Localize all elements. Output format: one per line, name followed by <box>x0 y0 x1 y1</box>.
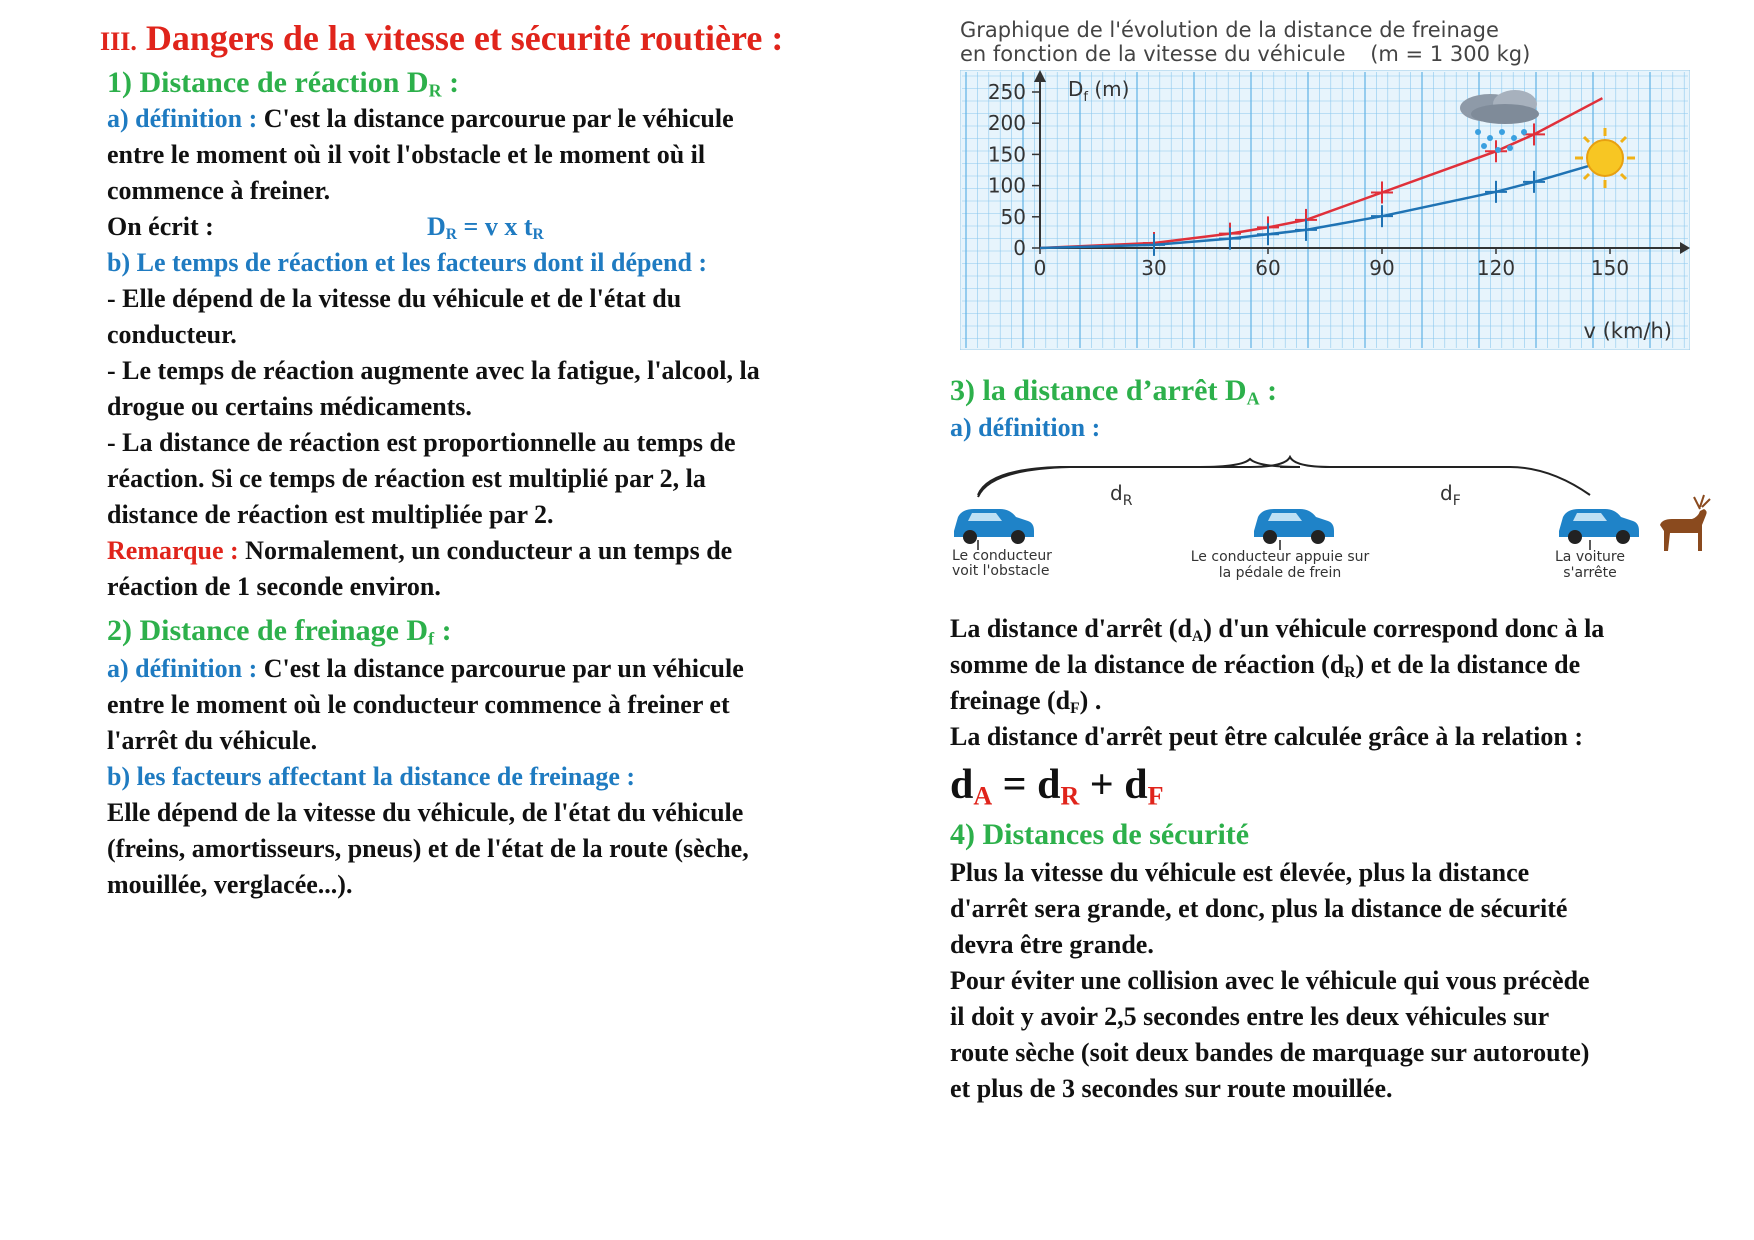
s1-formula-mid: = v x t <box>457 212 533 241</box>
s1-def-label: a) définition : <box>107 104 258 133</box>
s1-remark-line2: réaction de 1 seconde environ. <box>107 572 441 601</box>
stopping-distance-diagram <box>950 455 1720 605</box>
y-tick-label: 250 <box>987 80 1026 104</box>
s1-formula <box>427 212 544 250</box>
section1-heading-sub: R <box>428 80 442 101</box>
section2-heading-text: 2) Distance de freinage D <box>107 614 429 647</box>
s1-b-line5: - La distance de réaction est proportionnelle au temps de <box>107 428 736 457</box>
s2-b-heading: b) les facteurs affectant la distance de freinage : <box>107 762 636 791</box>
s1-formula-sub1: R <box>445 225 458 243</box>
s1-remark-label: Remarque : <box>107 536 239 565</box>
s2-def-label: a) définition : <box>107 654 258 683</box>
s2-def-text1: C'est la distance parcourue par un véhicule <box>257 654 744 683</box>
section2-heading <box>107 614 452 656</box>
chart-title-line2 <box>960 42 1700 66</box>
y-axis-label <box>1068 77 1129 105</box>
y-tick-label: 50 <box>1000 204 1026 229</box>
section2-heading-sub: f <box>428 628 435 649</box>
section4-heading: 4) Distances de sécurité <box>950 818 1250 851</box>
title-text: Dangers de la vitesse et sécurité routière : <box>145 18 784 58</box>
y-tick-label: 200 <box>987 111 1026 136</box>
s1-def-text1: C'est la distance parcourue par le véhicule <box>257 104 734 133</box>
caption-3-line1: La voiture <box>1555 549 1625 565</box>
x-tick-label: 150 <box>1590 256 1630 280</box>
s4-line1: Plus la vitesse du véhicule est élevée, plus la distance <box>950 858 1530 887</box>
x-tick-label: 120 <box>1476 256 1516 280</box>
s2-def-line2: entre le moment où le conducteur commence à freiner et <box>107 690 730 719</box>
deer-icon <box>1660 495 1710 551</box>
s1-b-line3: - Le temps de réaction augmente avec la fatigue, l'alcool, la <box>107 356 760 385</box>
s1-b-heading: b) Le temps de réaction et les facteurs dont il dépend : <box>107 248 708 277</box>
s4-line6: route sèche (soit deux bandes de marquage sur autoroute) <box>950 1038 1590 1067</box>
x-tick-label: 30 <box>1141 256 1167 280</box>
s1-formula-d: D <box>427 212 446 241</box>
x-tick-label: 0 <box>1033 256 1047 280</box>
s4-line7: et plus de 3 secondes sur route mouillée. <box>950 1074 1393 1103</box>
chart-title-line1: Graphique de l'évolution de la distance de freinage <box>960 18 1499 42</box>
p1-line3: freinage $(d_F)$ . <box>950 686 1102 717</box>
y-axis-label-unit: (m) <box>1087 77 1130 101</box>
stopping-distance-formula: $d_A = d_R + d_F$ <box>950 762 1164 811</box>
section1-heading-tail: : <box>441 66 460 99</box>
s1-formula-sub2: R <box>532 225 544 243</box>
s2-def-line1 <box>107 654 744 684</box>
y-tick-label: 0 <box>1013 236 1026 260</box>
s1-b-line2: conducteur. <box>107 320 237 349</box>
s4-line3: devra être grande. <box>950 930 1154 959</box>
y-tick-label: 150 <box>987 142 1026 167</box>
section3-heading-text: 3) la distance d’arrêt D <box>950 374 1247 407</box>
p1-line1: La distance d'arrêt $(d_A)$ d'un véhicule correspond donc à la <box>950 614 1605 645</box>
s1-b-line1: - Elle dépend de la vitesse du véhicule et de l'état du <box>107 284 682 313</box>
s2-b-line3: mouillée, verglacée...). <box>107 870 353 899</box>
x-axis-label: v (km/h) <box>1583 319 1672 343</box>
chart-mass-note: (m = 1 300 kg) <box>1370 42 1531 66</box>
x-tick-label: 60 <box>1255 256 1281 280</box>
s3-def-label: a) définition : <box>950 413 1101 442</box>
section3-heading-sub: A <box>1246 388 1260 409</box>
p1-line2: somme de la distance de réaction $(d_R)$ et de la distance de <box>950 650 1581 681</box>
s2-b-line1: Elle dépend de la vitesse du véhicule, de l'état du véhicule <box>107 798 744 827</box>
p1-line4: La distance d'arrêt peut être calculée grâce à la relation : <box>950 722 1583 751</box>
section3-heading <box>950 374 1277 416</box>
label-dr: $d_R$ <box>1110 481 1133 509</box>
brace-reaction <box>978 459 1300 497</box>
section2-heading-tail: : <box>434 614 452 647</box>
y-axis-label-d: D <box>1068 77 1084 101</box>
chart-background <box>960 70 1690 350</box>
label-df: $d_F$ <box>1440 481 1461 509</box>
brace-curve <box>978 457 1590 495</box>
s4-line5: il doit y avoir 2,5 secondes entre les deux véhicules sur <box>950 1002 1550 1031</box>
section3-heading-tail: : <box>1259 374 1278 407</box>
page-title <box>100 18 783 62</box>
caption-2-line1: Le conducteur appuie sur <box>1190 549 1370 565</box>
section1-heading <box>107 66 459 108</box>
car-icon-2 <box>1254 509 1334 544</box>
section1-heading-text: 1) Distance de réaction D <box>107 66 429 99</box>
x-tick-label: 90 <box>1369 256 1395 280</box>
chart-title-line2-text: en fonction de la vitesse du véhicule <box>960 42 1346 66</box>
s1-def-line2: entre le moment où il voit l'obstacle et le moment où il <box>107 140 706 169</box>
s2-def-line3: l'arrêt du véhicule. <box>107 726 318 755</box>
s1-b-line7: distance de réaction est multipliée par 2. <box>107 500 554 529</box>
s1-b-line4: drogue ou certains médicaments. <box>107 392 472 421</box>
s1-remark-line1 <box>107 536 732 566</box>
caption-2-line2: la pédale de frein <box>1218 565 1342 581</box>
caption-1-line2: voit l'obstacle <box>952 563 1050 579</box>
y-axis-label-sub: f <box>1083 90 1088 105</box>
car-icon-3 <box>1559 509 1639 544</box>
s4-line4: Pour éviter une collision avec le véhicule qui vous précède <box>950 966 1590 995</box>
s4-line2: d'arrêt sera grande, et donc, plus la distance de sécurité <box>950 894 1568 923</box>
s1-def-line3: commence à freiner. <box>107 176 331 205</box>
s1-on-ecrit: On écrit : <box>107 212 214 241</box>
s2-b-line2: (freins, amortisseurs, pneus) et de l'état de la route (sèche, <box>107 834 749 863</box>
caption-1-line1: Le conducteur <box>952 548 1052 564</box>
s1-remark-text1: Normalement, un conducteur a un temps de <box>238 536 733 565</box>
title-number: III. <box>100 27 137 56</box>
s1-def-line1 <box>107 104 734 134</box>
y-tick-label: 100 <box>987 173 1026 198</box>
s1-b-line6: réaction. Si ce temps de réaction est multiplié par 2, la <box>107 464 706 493</box>
braking-distance-chart <box>960 70 1690 350</box>
caption-3-line2: s'arrête <box>1563 565 1617 581</box>
car-icon-1 <box>954 509 1034 544</box>
